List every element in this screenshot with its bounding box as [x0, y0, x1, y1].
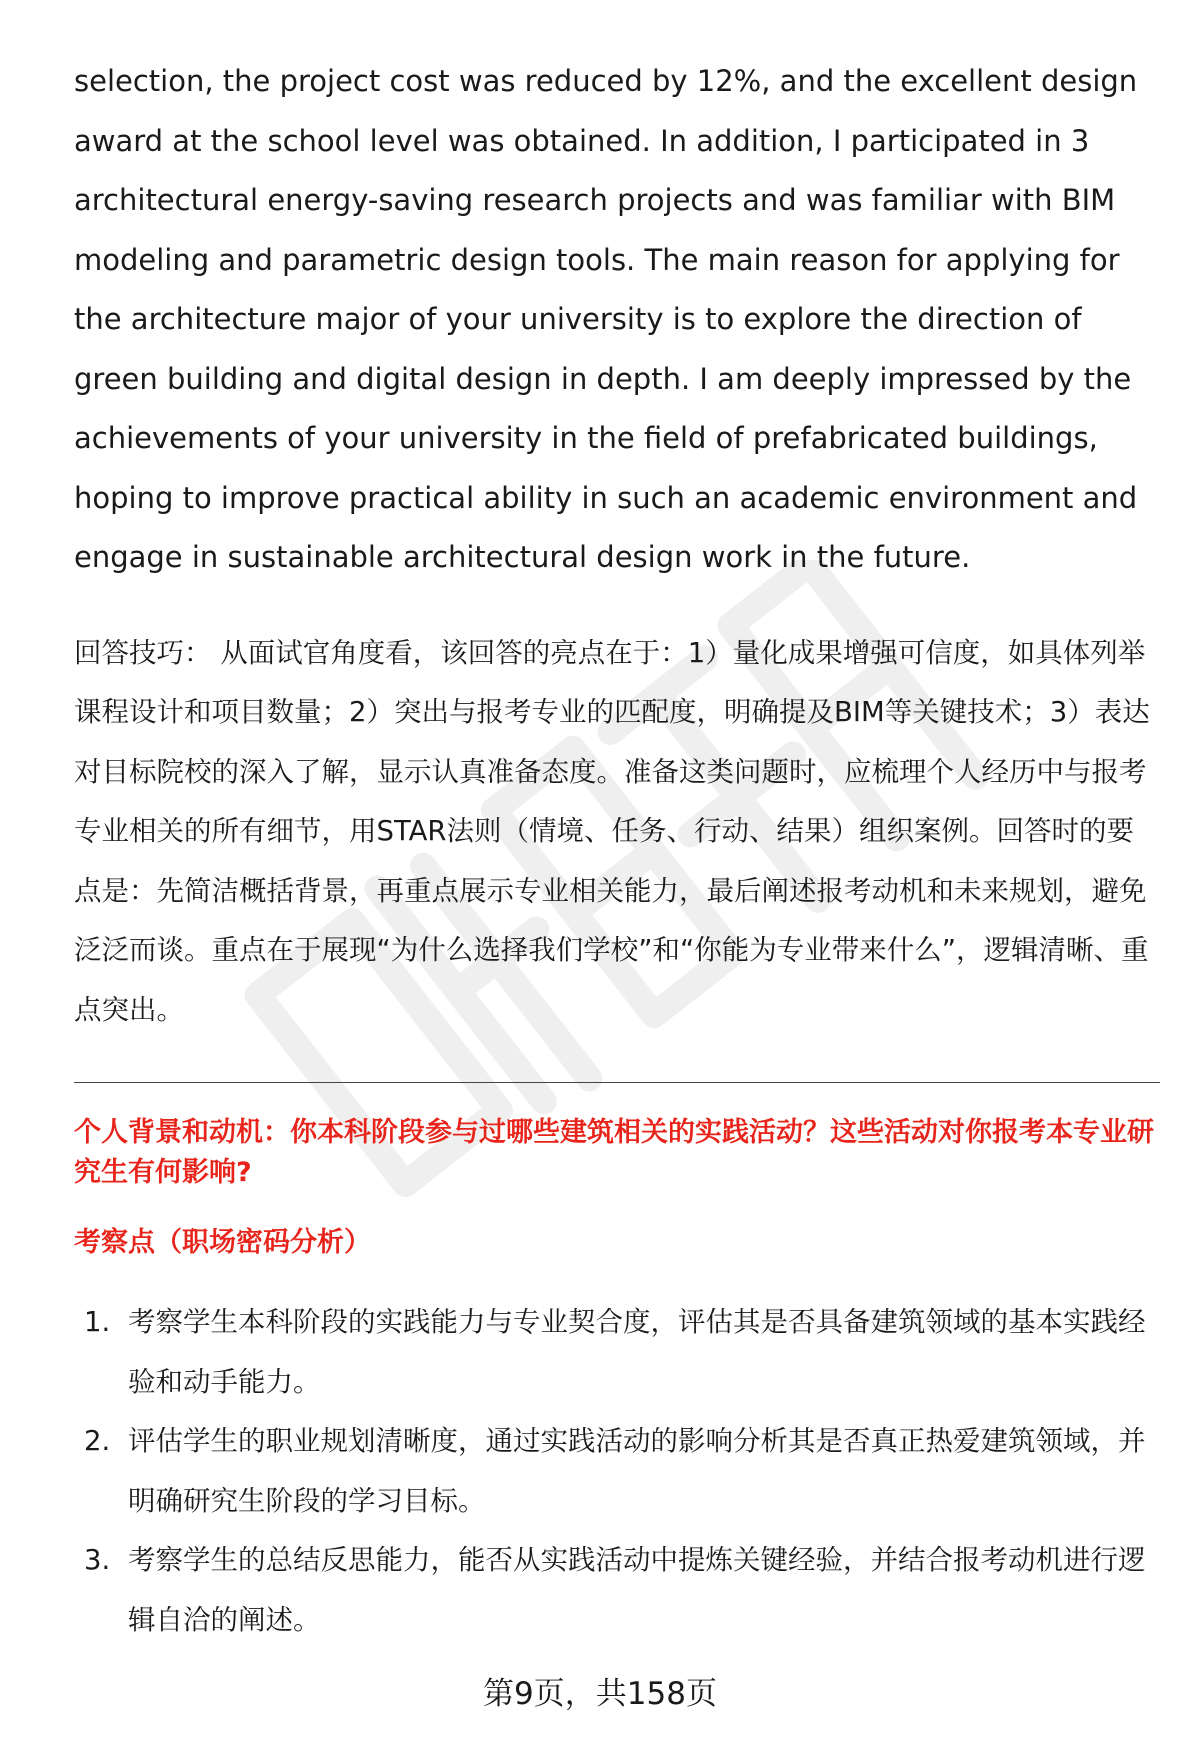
list-item-text: 评估学生的职业规划清晰度，通过实践活动的影响分析其是否真正热爱建筑领域，并明确研究生阶段的学习目标。 [128, 1425, 1146, 1517]
interview-question-heading: 个人背景和动机：你本科阶段参与过哪些建筑相关的实践活动？这些活动对你报考本专业研究生有何影响? [74, 1117, 1154, 1188]
main-content [74, 52, 1160, 1650]
english-answer-paragraph: selection, the project cost was reduced by 12%, and the excellent design award at the school level was obtained. In addition, I participated in 3 architectural energy-saving research projects and was familiar with BIM modeling and parametric design tools. The main reason for applying for the architecture major of your university is to explore the direction of green building and digital design in depth. I am deeply impressed by the achievements of your university in the field of prefabricated buildings, hoping to improve practical ability in such an academic environment and engage in sustainable architectural design work in the future. [74, 64, 1138, 574]
list-item-number: 1. [84, 1306, 111, 1338]
page-number-footer: 第9页，共158页 [483, 1676, 717, 1712]
list-item-text: 考察学生本科阶段的实践能力与专业契合度，评估其是否具备建筑领域的基本实践经验和动手能力。 [128, 1306, 1146, 1398]
list-item [74, 1412, 1160, 1531]
list-item [74, 1293, 1160, 1412]
section-divider [74, 1082, 1160, 1083]
assessment-points-list [74, 1293, 1160, 1650]
assessment-points-heading: 考察点（职场密码分析） [74, 1227, 371, 1258]
list-item-number: 3. [84, 1544, 111, 1576]
list-item-text: 考察学生的总结反思能力，能否从实践活动中提炼关键经验，并结合报考动机进行逻辑自洽的阐述。 [128, 1544, 1146, 1636]
list-item [74, 1531, 1160, 1650]
list-item-number: 2. [84, 1425, 111, 1457]
answer-tips-paragraph: 回答技巧： 从面试官角度看，该回答的亮点在于：1）量化成果增强可信度，如具体列举课程设计和项目数量；2）突出与报考专业的匹配度，明确提及BIM等关键技术；3）表达对目标院校的深入了解，显示认真准备态度。准备这类问题时，应梳理个人经历中与报考专业相关的所有细节，用STAR法则（情境、任务、行动、结果）组织案例。回答时的要点是：先简洁概括背景，再重点展示专业相关能力，最后阐述报考动机和未来规划，避免泛泛而谈。重点在于展现“为什么选择我们学校”和“你能为专业带来什么”，逻辑清晰、重点突出。 [74, 636, 1150, 1026]
